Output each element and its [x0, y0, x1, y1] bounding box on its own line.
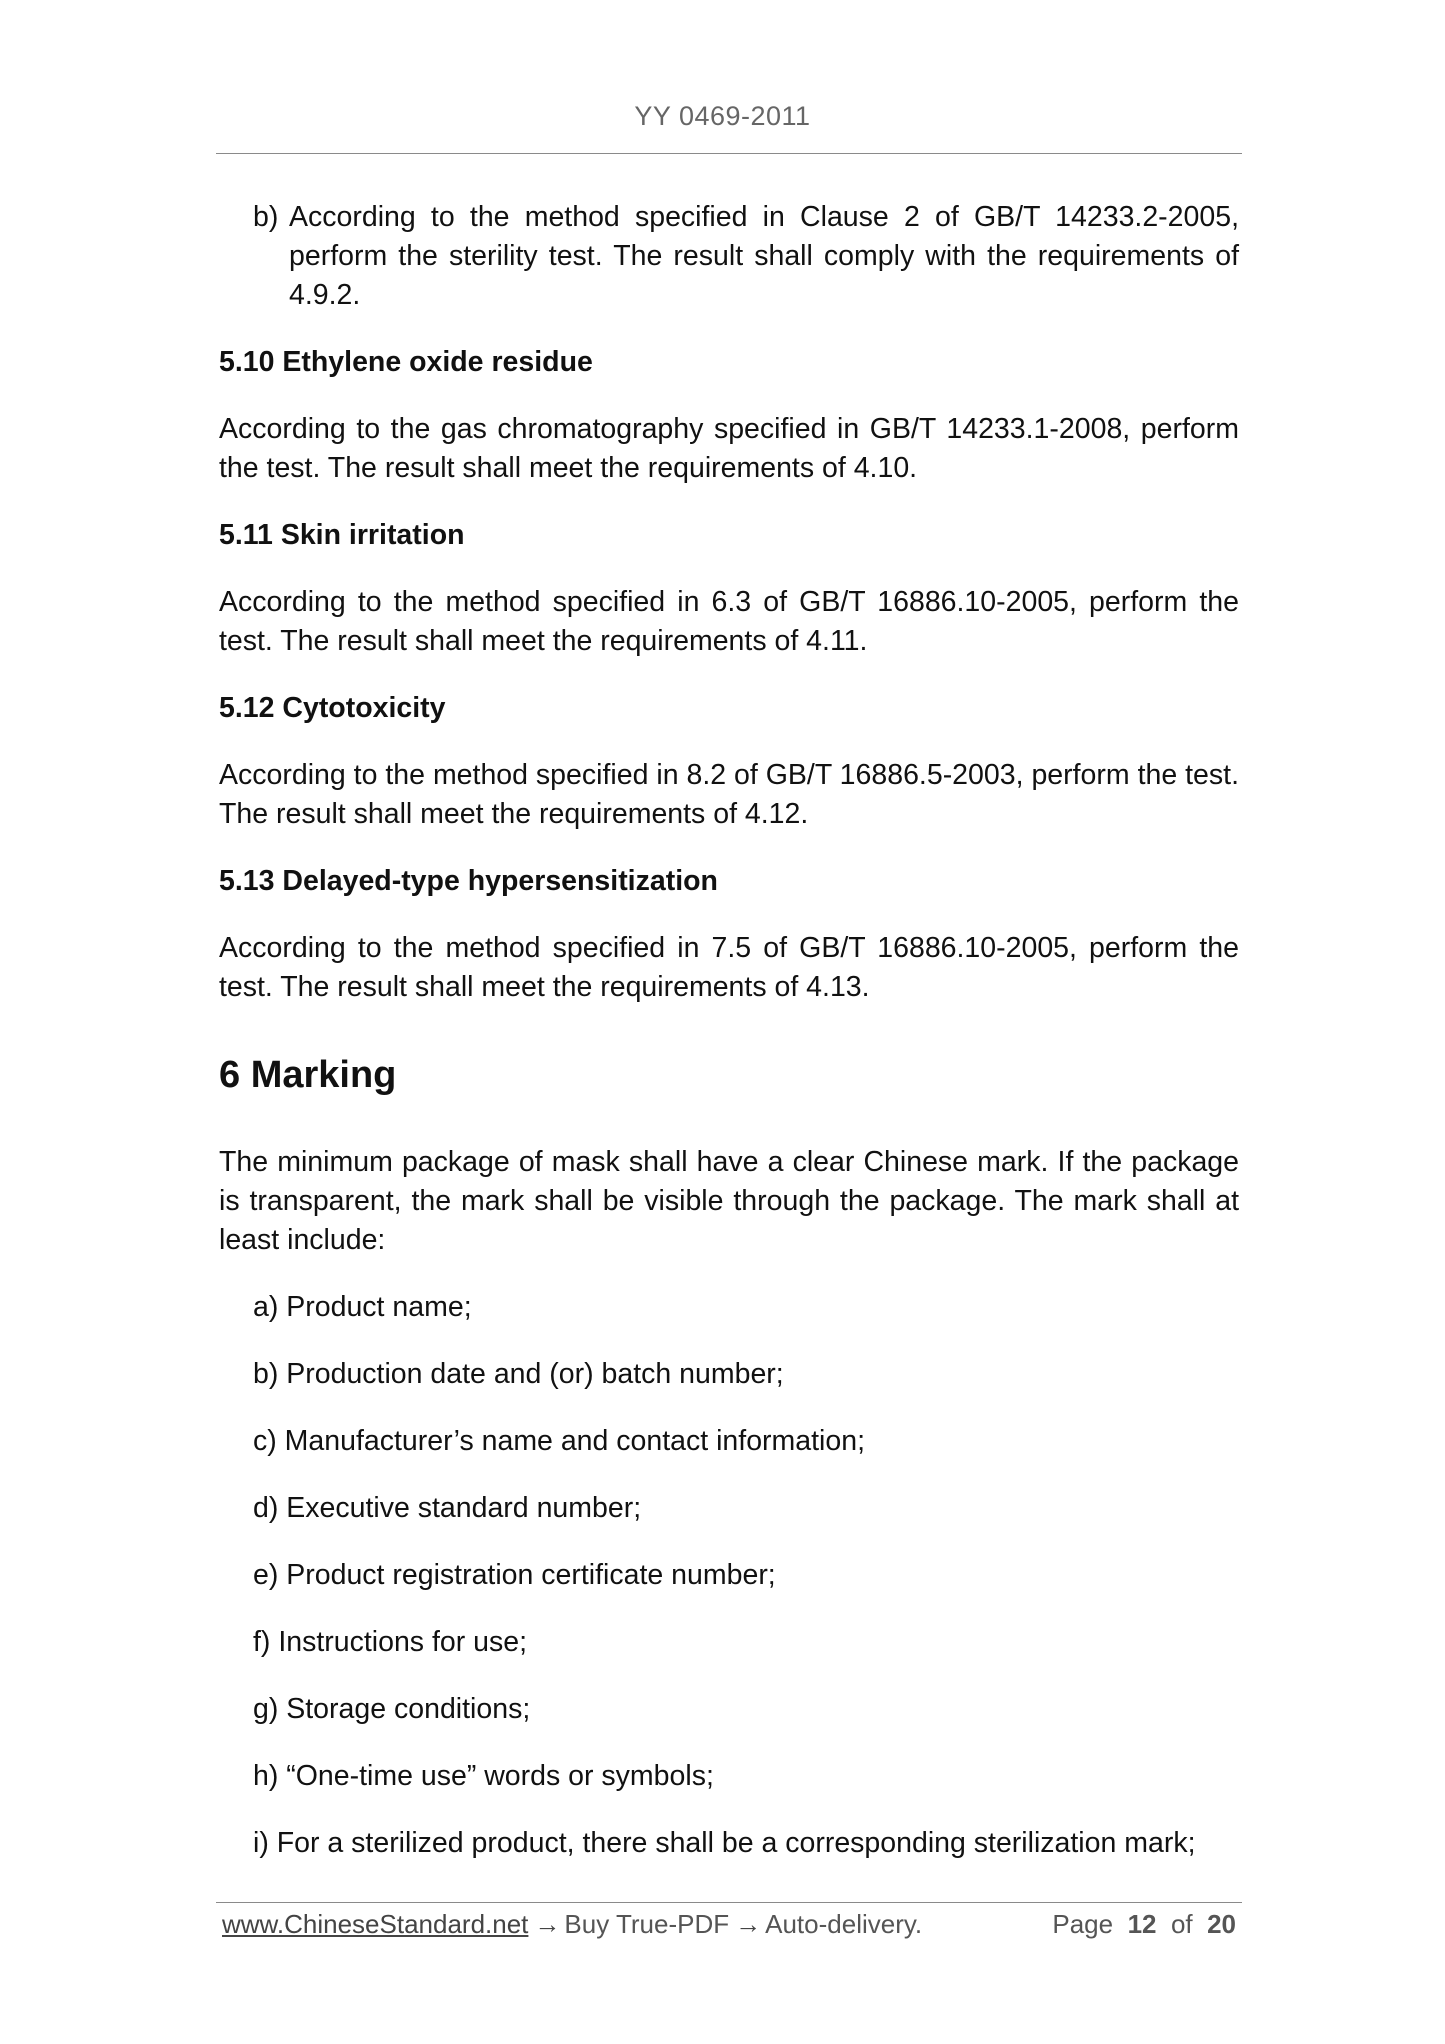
marking-requirements-list [219, 1288, 1239, 1863]
list-item: i) For a sterilized product, there shall be a corresponding sterilization mark; [253, 1827, 1196, 1859]
page-indicator [1052, 1906, 1236, 1942]
clause-5-13-heading: 5.13 Delayed-type hypersensitization [219, 865, 718, 897]
clause-5-9-item-b [219, 198, 1239, 315]
list-marker: b) [253, 201, 279, 233]
footer-divider [216, 1902, 1242, 1903]
page-footer [222, 1906, 1236, 1942]
page-label: Page [1052, 1909, 1114, 1939]
of-label: of [1170, 1909, 1193, 1939]
arrow-right-icon: → [735, 1909, 762, 1939]
arrow-right-icon: → [534, 1909, 561, 1939]
chapter-6-intro: The minimum package of mask shall have a clear Chinese mark. If the package is transparent, the mark shall be visible through the package. The mark shall at least include: [219, 1146, 1239, 1256]
list-item: h) “One-time use” words or symbols; [253, 1760, 714, 1792]
website-link[interactable]: www.ChineseStandard.net [222, 1909, 529, 1939]
clause-5-12-heading: 5.12 Cytotoxicity [219, 692, 446, 724]
list-item-text: According to the method specified in Clause 2 of GB/T 14233.2-2005, perform the sterility test. The result shall comply with the requirements of 4.9.2. [289, 201, 1239, 311]
total-pages-number: 20 [1207, 1909, 1236, 1939]
clause-5-13-text: According to the method specified in 7.5 of GB/T 16886.10-2005, perform the test. The result shall meet the requirements of 4.13. [219, 932, 1239, 1003]
clause-5-10-heading: 5.10 Ethylene oxide residue [219, 346, 593, 378]
list-item: b) Production date and (or) batch number; [253, 1358, 784, 1390]
auto-delivery-text: Auto-delivery. [765, 1909, 923, 1939]
header-divider [216, 153, 1242, 154]
page-body [219, 198, 1239, 1891]
clause-5-11-text: According to the method specified in 6.3 of GB/T 16886.10-2005, perform the test. The result shall meet the requirements of 4.11. [219, 586, 1239, 657]
current-page-number: 12 [1127, 1909, 1157, 1939]
buy-pdf-text: Buy True-PDF [564, 1909, 730, 1939]
list-item: f) Instructions for use; [253, 1626, 528, 1658]
clause-5-12-text: According to the method specified in 8.2 of GB/T 16886.5-2003, perform the test. The result shall meet the requirements of 4.12. [219, 759, 1239, 830]
list-item: e) Product registration certificate number; [253, 1559, 776, 1591]
list-item: a) Product name; [253, 1291, 472, 1323]
clause-5-10-text: According to the gas chromatography specified in GB/T 14233.1-2008, perform the test. The result shall meet the requirements of 4.10. [219, 413, 1239, 484]
list-item: g) Storage conditions; [253, 1693, 531, 1725]
list-item: c) Manufacturer’s name and contact information; [253, 1425, 865, 1457]
clause-5-11-heading: 5.11 Skin irritation [219, 519, 465, 551]
footer-promo [222, 1906, 922, 1942]
chapter-6-heading: 6 Marking [219, 1054, 397, 1096]
document-number-header: YY 0469-2011 [634, 101, 811, 131]
list-item: d) Executive standard number; [253, 1492, 642, 1524]
